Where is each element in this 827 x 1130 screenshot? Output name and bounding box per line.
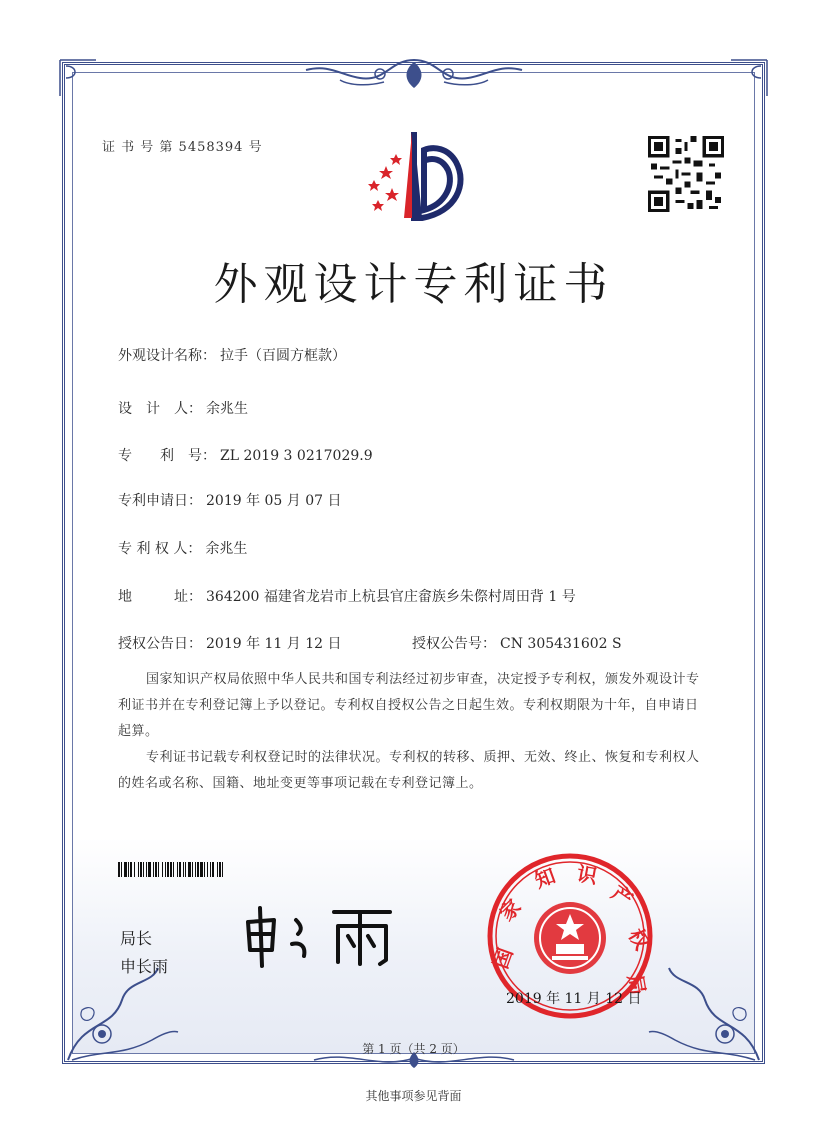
grant-date-value: 2019 年 11 月 12 日 <box>206 636 342 652</box>
certificate-number-label: 证 书 号 第 <box>102 140 174 155</box>
patentee-row <box>118 538 247 558</box>
patentee-value: 余兆生 <box>205 541 248 557</box>
designer-row <box>118 398 248 418</box>
handwritten-signature-icon <box>240 900 420 970</box>
svg-text:国: 国 <box>488 944 518 972</box>
cnipa-emblem-icon <box>352 126 470 224</box>
qr-code-icon <box>648 136 724 212</box>
director-name: 申长雨 <box>120 957 169 976</box>
patent-number-label: 专 利 号： <box>118 448 216 464</box>
legal-status-paragraph: 专利证书记载专利权登记时的法律状况。专利权的转移、质押、无效、终止、恢复和专利权人的姓名或名称、国籍、地址变更等事项记载在专利登记簿上。 <box>118 750 700 791</box>
page-number: 第 1 页（共 2 页） <box>362 1042 465 1056</box>
designer-label: 设 计 人： <box>118 401 202 417</box>
design-name-row <box>118 345 346 365</box>
top-ornament-icon <box>300 56 528 92</box>
director-title: 局长 <box>120 929 153 948</box>
certificate-number-value: 5458394 <box>178 140 244 155</box>
certificate-title: 外观设计专利证书 <box>213 259 614 310</box>
patent-number-row <box>118 445 373 465</box>
designer-value: 余兆生 <box>206 401 248 417</box>
footer-note: 其他事项参见背面 <box>365 1089 462 1103</box>
svg-text:局: 局 <box>623 972 651 997</box>
design-name-value: 拉手（百圆方框款） <box>220 348 346 364</box>
filing-date-label: 专利申请日： <box>118 493 202 509</box>
svg-text:识: 识 <box>575 861 599 889</box>
seal-date: 2019 年 11 月 12 日 <box>506 991 642 1007</box>
design-name-label: 外观设计名称： <box>118 348 216 364</box>
grant-number-value: CN 305431602 S <box>500 636 622 652</box>
certificate-number-suffix: 号 <box>248 140 263 155</box>
grant-number-row <box>412 633 622 653</box>
patent-number-value: ZL 2019 3 0217029.9 <box>220 448 373 464</box>
grant-number-label: 授权公告号： <box>412 636 496 652</box>
certificate-number <box>102 136 263 155</box>
grant-statement-paragraph: 国家知识产权局依照中华人民共和国专利法经过初步审查，决定授予专利权，颁发外观设计专利证书并在专利登记簿上予以登记。专利权自授权公告之日起生效。专利权期限为十年，自申请日起算。 <box>118 672 700 739</box>
svg-text:权: 权 <box>623 924 654 954</box>
address-value: 364200 福建省龙岩市上杭县官庄畲族乡朱傺村周田背 1 号 <box>206 589 576 605</box>
top-right-corner-ornament-icon <box>729 58 769 98</box>
filing-date-row <box>118 490 342 510</box>
address-row <box>118 586 576 606</box>
grant-date-label: 授权公告日： <box>118 636 202 652</box>
top-left-corner-ornament-icon <box>58 58 98 98</box>
filing-date-value: 2019 年 05 月 07 日 <box>206 493 342 509</box>
svg-text:家: 家 <box>494 894 526 926</box>
svg-text:产: 产 <box>607 880 638 912</box>
barcode-icon <box>118 862 326 877</box>
address-label: 地 址： <box>118 589 202 605</box>
svg-text:知: 知 <box>531 863 559 893</box>
grant-date-row <box>118 633 342 653</box>
patentee-label: 专 利 权 人： <box>118 541 202 557</box>
